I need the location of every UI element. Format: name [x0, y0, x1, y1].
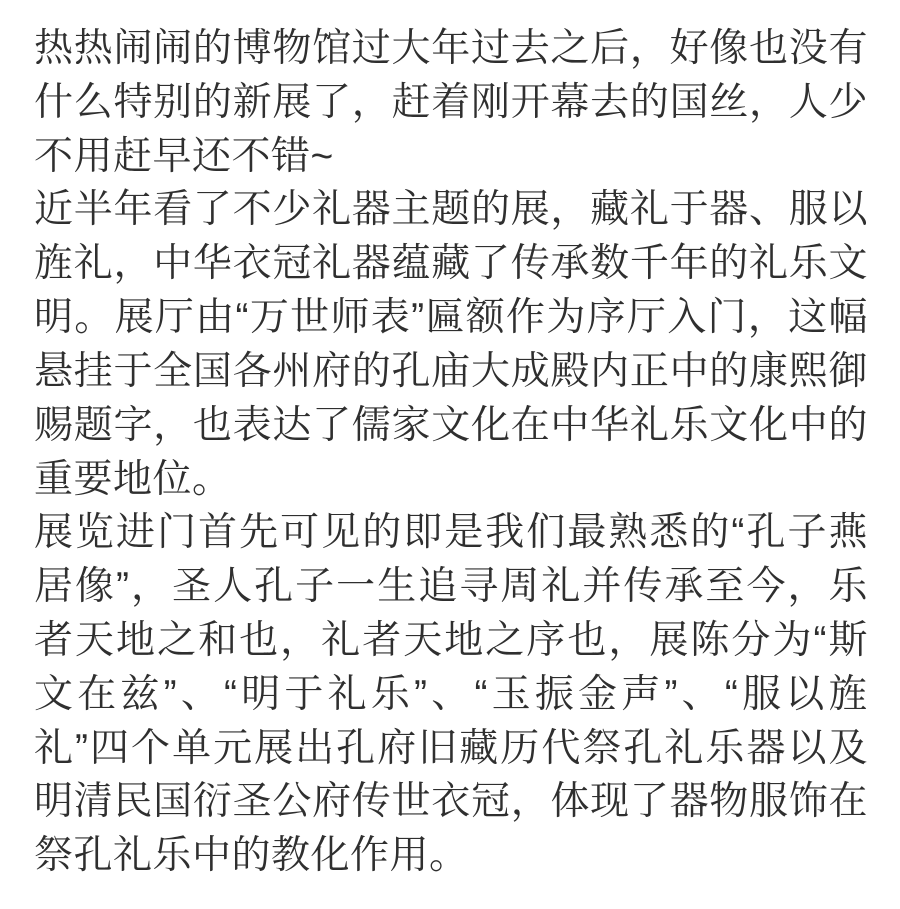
paragraph-3: 展览进门首先可见的即是我们最熟悉的“孔子燕居像”，圣人孔子一生追寻周礼并传承至今，乐者天地之和也，礼者天地之序也，展陈分为“斯文在兹”、“明于礼乐”、“玉振金声”、“服以旌礼”四个单元展出孔府旧藏历代祭孔礼乐器以及明清民国衍圣公府传世衣冠，体现了器物服饰在祭孔礼乐中的教化作用。 — [34, 511, 868, 878]
paragraph-2: 近半年看了不少礼器主题的展，藏礼于器、服以旌礼，中华衣冠礼器蕴藏了传承数千年的礼乐文明。展厅由“万世师表”匾额作为序厅入门，这幅悬挂于全国各州府的孔庙大成殿内正中的康熙御赐题字，也表达了儒家文化在中华礼乐文化中的重要地位。 — [34, 188, 868, 501]
paragraph-1: 热热闹闹的博物馆过大年过去之后，好像也没有什么特别的新展了，赶着刚开幕去的国丝，人少不用赶早还不错~ — [34, 27, 868, 178]
